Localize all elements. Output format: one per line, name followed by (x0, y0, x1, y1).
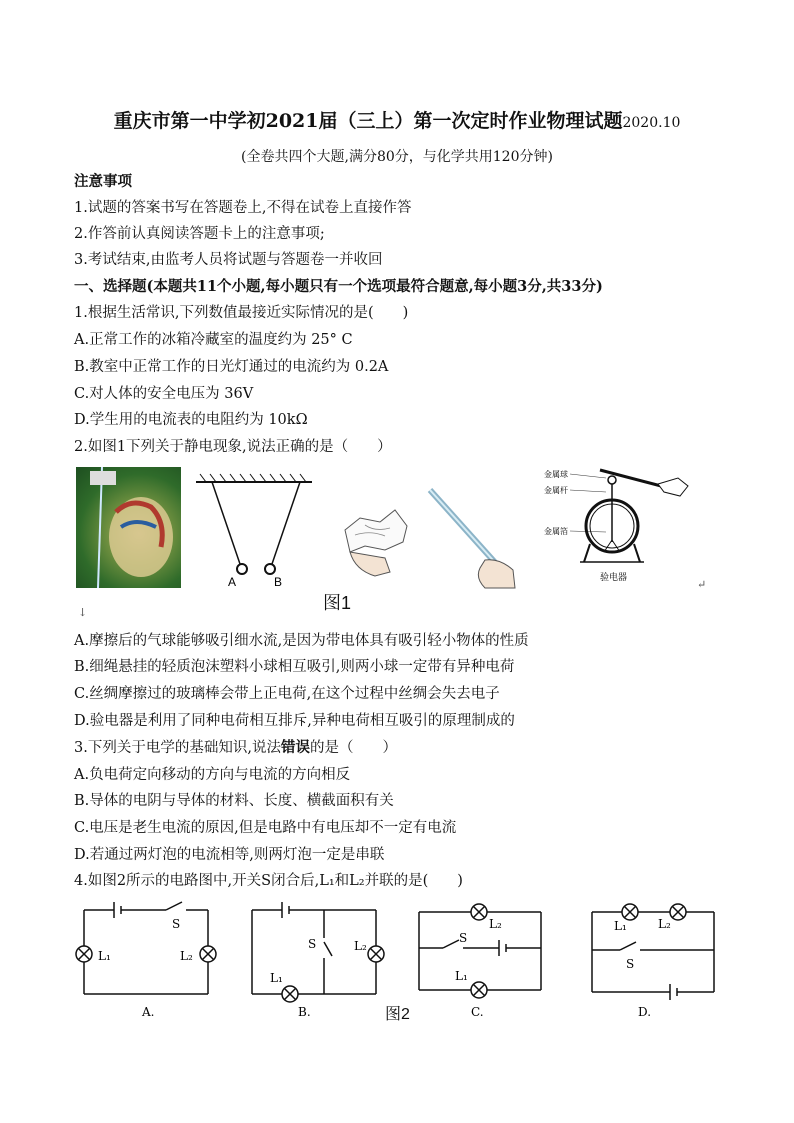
glass-rod-silk-figure (335, 480, 525, 590)
exam-subtitle: (全卷共四个大题,满分80分，与化学共用120分钟) (241, 149, 553, 165)
metal-rod-label: 金属杆 (544, 486, 568, 495)
exam-date: 2020.10 (622, 115, 681, 131)
circuit-d-label: D. (638, 1005, 652, 1019)
lamp-1-label: L₁ (455, 969, 468, 983)
switch-label: S (626, 957, 635, 971)
lamp-1-label: L₁ (270, 971, 283, 985)
circuit-c-label: C. (471, 1005, 484, 1019)
electroscope-caption: 验电器 (600, 573, 628, 583)
notice-item: 2.作答前认真阅读答题卡上的注意事项; (74, 226, 325, 242)
question-2-stem: 2.如图1下列关于静电现象,说法正确的是（ ） (74, 439, 392, 455)
switch-label: S (459, 931, 468, 945)
notice-item: 3.考试结束,由监考人员将试题与答题卷一并收回 (74, 252, 383, 268)
question-1-stem: 1.根据生活常识,下列数值最接近实际情况的是( ) (74, 305, 409, 321)
lamp-2-label: L₂ (658, 917, 671, 931)
switch-label: S (172, 917, 181, 931)
balloon-water-photo (76, 467, 181, 588)
switch-label: S (308, 937, 317, 951)
metal-foil-label: 金属箔 (544, 527, 568, 536)
q1-option-b: B.教室中正常工作的日光灯通过的电流约为 0.2A (74, 359, 389, 375)
q2-option-b: B.细绳悬挂的轻质泡沫塑料小球相互吸引,则两小球一定带有异种电荷 (74, 659, 515, 675)
q3-option-c: C.电压是老生电流的原因,但是电路中有电压却不一定有电流 (74, 820, 457, 836)
ball-b-label: B (274, 575, 283, 589)
lamp-1-label: L₁ (614, 919, 627, 933)
return-mark: ↵ (697, 578, 707, 591)
metal-ball-label: 金属球 (544, 470, 568, 479)
figure-1-label: 图1 (323, 593, 352, 613)
q3-emphasis: 错误 (280, 739, 310, 756)
question-4-stem: 4.如图2所示的电路图中,开关S闭合后,L₁和L₂并联的是( ) (74, 873, 463, 889)
notice-item: 1.试题的答案书写在答题卷上,不得在试卷上直接作答 (74, 200, 412, 216)
question-3-stem (74, 738, 397, 758)
ball-a-label: A (228, 575, 237, 589)
exam-title (0, 106, 794, 133)
q3-option-a: A.负电荷定向移动的方向与电流的方向相反 (74, 767, 351, 783)
q1-option-a: A.正常工作的冰箱冷藏室的温度约为 25° C (74, 332, 353, 348)
circuit-b (238, 898, 393, 1023)
electroscope-figure (540, 462, 710, 587)
figure-2-label: 图2 (385, 1006, 410, 1023)
q3-stem-tail: 的是（ ） (309, 740, 397, 756)
lamp-2-label: L₂ (180, 949, 193, 963)
q3-option-d: D.若通过两灯泡的电流相等,则两灯泡一定是串联 (74, 847, 385, 863)
title-text: 重庆市第一中学初2021届（三上）第一次定时作业物理试题 (113, 110, 623, 132)
section-heading: 一、选择题(本题共11个小题,每小题只有一个选项最符合题意,每小题3分,共33分) (74, 278, 603, 295)
hanging-balls-figure (190, 470, 330, 590)
circuit-b-label: B. (298, 1005, 311, 1019)
circuit-d (582, 898, 722, 1023)
q1-option-d: D.学生用的电流表的电阻约为 10kΩ (74, 412, 308, 428)
q2-option-d: D.验电器是利用了同种电荷相互排斥,异种电荷相互吸引的原理制成的 (74, 713, 515, 729)
return-mark: ↓ (78, 606, 88, 619)
circuit-a-label: A. (142, 1005, 155, 1019)
notice-heading: 注意事项 (74, 173, 132, 190)
lamp-2-label: L₂ (354, 939, 367, 953)
q3-option-b: B.导体的电阴与导体的材料、长度、横截面积有关 (74, 793, 394, 809)
q2-option-c: C.丝绸摩擦过的玻璃棒会带上正电荷,在这个过程中丝绸会失去电子 (74, 686, 500, 702)
q2-option-a: A.摩擦后的气球能够吸引细水流,是因为带电体具有吸引轻小物体的性质 (74, 633, 529, 649)
q1-option-c: C.对人体的安全电压为 36V (74, 386, 254, 402)
lamp-1-label: L₁ (98, 949, 111, 963)
lamp-2-label: L₂ (489, 917, 502, 931)
circuit-c (405, 898, 555, 1023)
q3-stem-text: 3.下列关于电学的基础知识,说法 (74, 740, 281, 756)
circuit-a (68, 898, 228, 1023)
